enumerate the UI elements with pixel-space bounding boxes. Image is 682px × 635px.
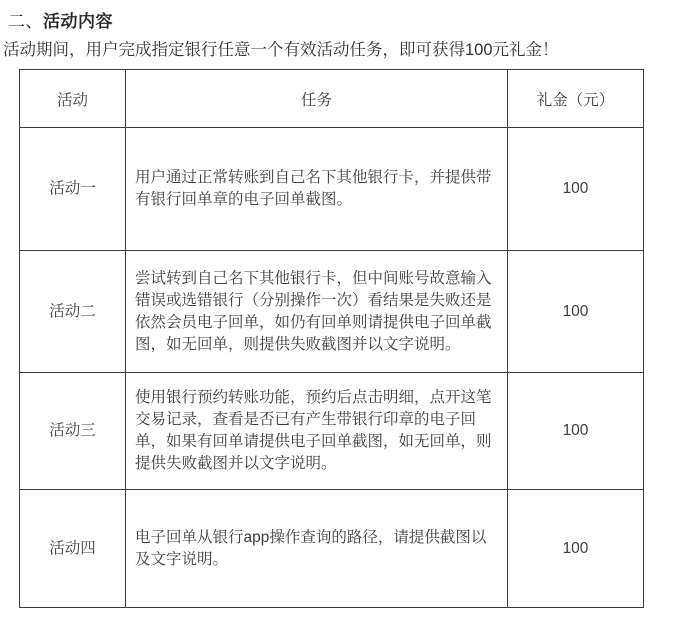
table-row <box>20 490 644 608</box>
table-row <box>20 251 644 373</box>
activity-cell: 活动三 <box>20 373 126 490</box>
reward-cell: 100 <box>508 490 644 608</box>
title-text: 活动内容 <box>43 12 113 31</box>
reward-cell: 100 <box>508 128 644 251</box>
table-header-row <box>20 70 644 128</box>
page-title <box>8 12 682 32</box>
activity-cell: 活动一 <box>20 128 126 251</box>
task-cell: 尝试转到自己名下其他银行卡，但中间账号故意输入错误或选错银行（分别操作一次）看结果是失败还是依然会员电子回单，如仍有回单则请提供电子回单截图，如无回单，则提供失败截图并以文字说明。 <box>126 251 508 373</box>
task-cell: 电子回单从银行app操作查询的路径，请提供截图以及文字说明。 <box>126 490 508 608</box>
table-row <box>20 128 644 251</box>
title-prefix: 二、 <box>8 12 43 31</box>
reward-cell: 100 <box>508 251 644 373</box>
task-cell: 用户通过正常转账到自己名下其他银行卡，并提供带有银行回单章的电子回单截图。 <box>126 128 508 251</box>
document-page <box>0 12 682 635</box>
activity-table <box>19 69 644 608</box>
header-reward: 礼金（元） <box>508 70 644 128</box>
header-activity: 活动 <box>20 70 126 128</box>
activity-cell: 活动四 <box>20 490 126 608</box>
table-row <box>20 373 644 490</box>
header-task: 任务 <box>126 70 508 128</box>
reward-cell: 100 <box>508 373 644 490</box>
intro-text: 活动期间，用户完成指定银行任意一个有效活动任务，即可获得100元礼金！ <box>3 41 559 59</box>
activity-cell: 活动二 <box>20 251 126 373</box>
task-cell: 使用银行预约转账功能，预约后点击明细，点开这笔交易记录，查看是否已有产生带银行印章的电子回单，如果有回单请提供电子回单截图，如无回单，则提供失败截图并以文字说明。 <box>126 373 508 490</box>
